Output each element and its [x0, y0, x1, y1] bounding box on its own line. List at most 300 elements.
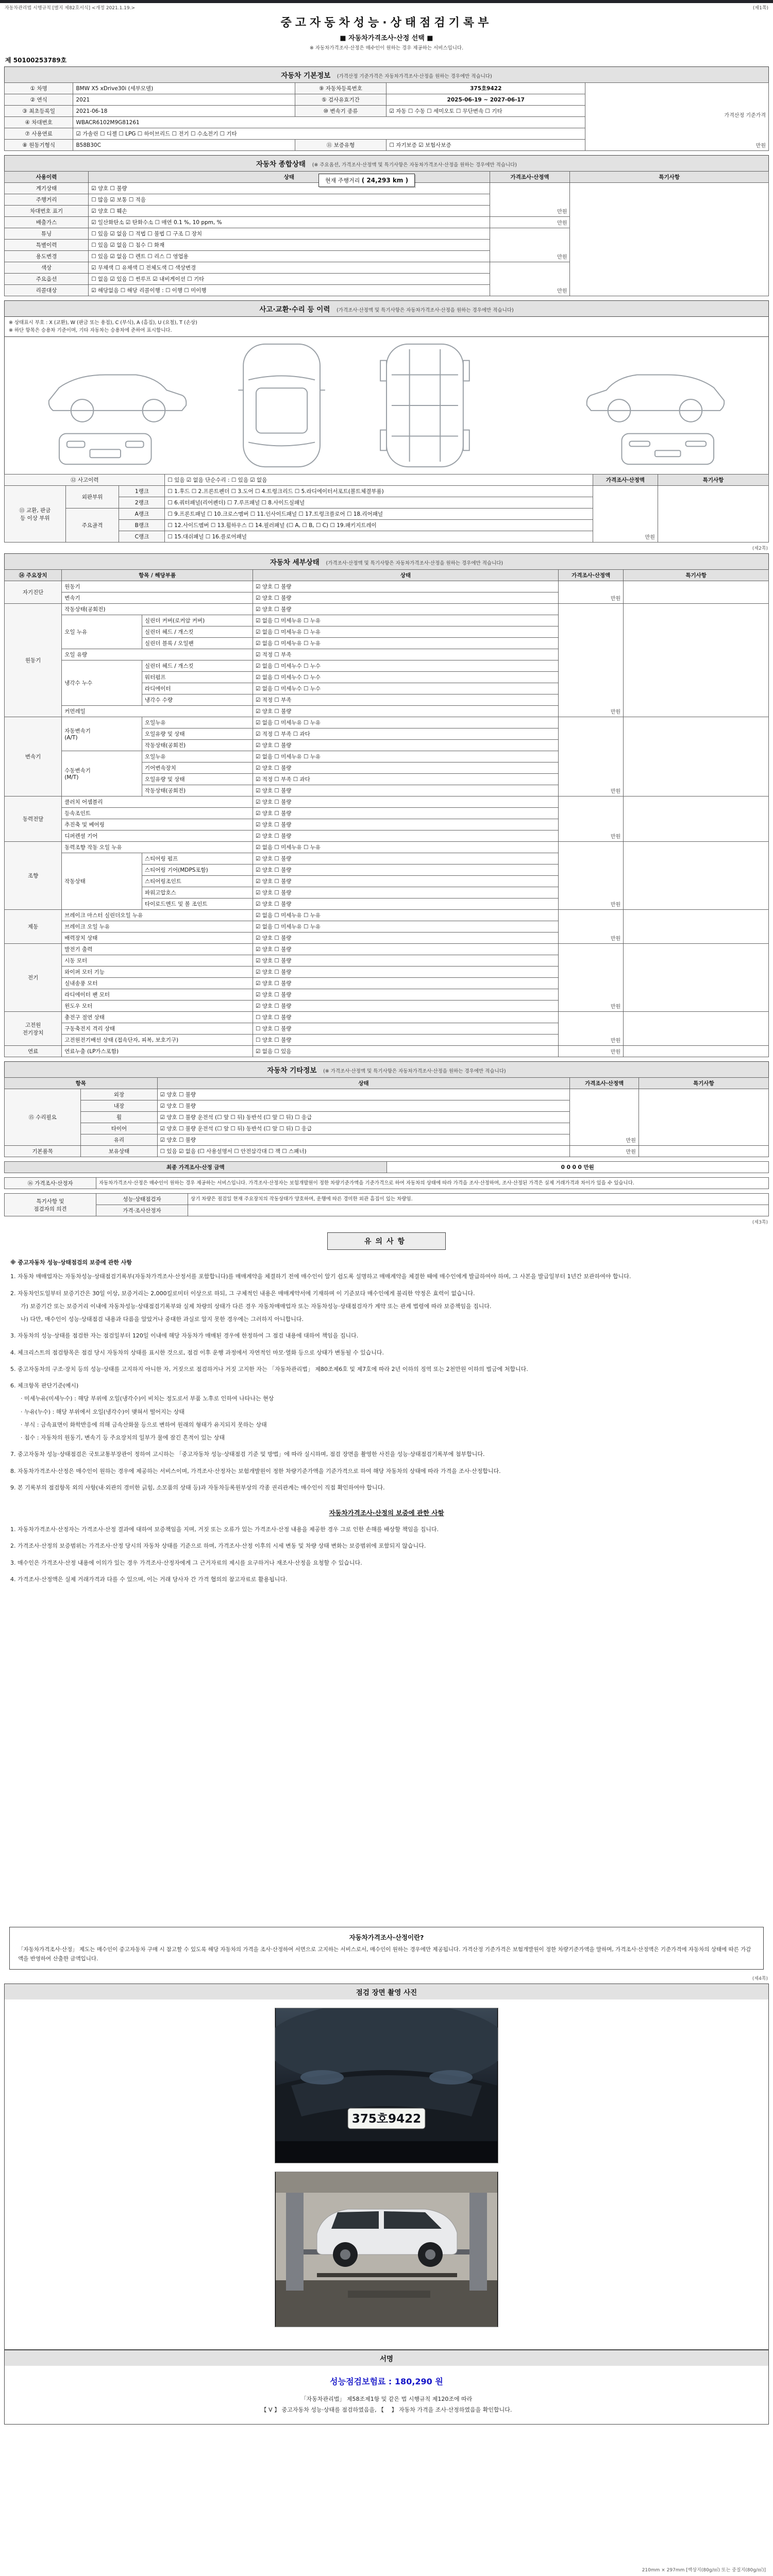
- table-row: [5, 486, 769, 497]
- table-row: [5, 474, 769, 486]
- accident-history-table: [4, 474, 769, 543]
- group-label: ③ 최초등록일: [5, 106, 73, 117]
- photo-lift: [275, 2172, 498, 2327]
- cell: 기어변속장치: [142, 762, 253, 774]
- appraiser-opinion: [188, 1205, 768, 1216]
- accident-remarks: [658, 486, 768, 543]
- checkbox-group[interactable]: ☑ 양호 ☐ 불량: [253, 933, 558, 944]
- notice-item: 5. 중고자동차의 구조·장치 등의 성능·상태를 고지하지 아니한 자, 거짓으로 점검하거나 거짓 고지한 자는 「자동차관리법」 제80조제6호 및 제7호에 따라 2년 이하의 징역 또는 2천만원 이하의 벌금에 처합니다.: [10, 1365, 528, 1372]
- cell: 스티어링조인트: [142, 876, 253, 887]
- group-label: 외장: [81, 1089, 157, 1100]
- lift-photo-art: [275, 2172, 498, 2327]
- group-label: ⑨ 자동차등록번호: [295, 83, 386, 94]
- checkbox-group[interactable]: ☐ 15.대쉬패널 ☐ 16.플로어패널: [165, 531, 593, 543]
- overall-condition-wrap: [4, 155, 769, 296]
- cell: [624, 944, 769, 1012]
- header-cell: 항목 / 해당부품: [62, 570, 253, 581]
- checkbox-group[interactable]: ☑ 양호 ☐ 불량: [253, 581, 558, 592]
- cell: 실린더 블록 / 오일팬: [142, 638, 253, 649]
- cell: 동력조향 작동 오일 누유: [62, 842, 253, 853]
- cell: 라디에이터 팬 모터: [62, 989, 253, 1001]
- checkbox-group[interactable]: ☑ 양호 ☐ 불량: [253, 796, 558, 808]
- header-cell: 특기사항: [658, 474, 768, 486]
- section-sign: [4, 2350, 769, 2366]
- section-etc-note: (※ 가격조사·산정액 및 특기사항은 자동차가격조사·산정을 원하는 경우에만 적습니다): [323, 1069, 506, 1075]
- cell: 오일누유: [142, 717, 253, 728]
- cell: [624, 842, 769, 910]
- checkbox-group[interactable]: ☑ 양호 ☐ 불량: [253, 989, 558, 1001]
- document-header: [4, 14, 769, 51]
- price-cell: 만원: [559, 944, 624, 1012]
- cell: [638, 1089, 768, 1146]
- checkbox-group[interactable]: ☑ 적정 ☐ 부족 ☐ 과다: [253, 728, 558, 740]
- group-label: A랭크: [119, 509, 165, 520]
- notice-subitem: · 부식 : 금속표면이 화학반응에 의해 금속산화물 등으로 변하여 원래의 형태가 유지되지 못하는 상태: [21, 1421, 267, 1428]
- notice-item: 4. 체크리스트의 점검항목은 점검 당시 자동차의 상태를 표시한 것으로, 점검 이후 운행 과정에서 자연적인 마모·열화 등으로 상태가 변동될 수 있습니다.: [10, 1349, 384, 1356]
- notice-subitem: 가) 보증기간 또는 보증거리 이내에 자동차성능·상태점검기록부와 실제 차량의 상태가 다른 경우 자동차매매업자 또는 자동차성능·상태점검자가 계약 또는 관계 법령에 따라 보증책임을 집니다.: [21, 1302, 492, 1310]
- group-label: ④ 차대번호: [5, 117, 73, 128]
- group-label: ⑫ 사고이력: [5, 474, 165, 486]
- group-label: ⑩ 변속기 종류: [295, 106, 386, 117]
- insurance-fee: [17, 2375, 756, 2387]
- group-label: 계기상태: [5, 183, 89, 194]
- accident-history-options[interactable]: ☐ 있음 ☑ 없음 단순수리 : ☐ 있음 ☑ 없음: [165, 474, 593, 486]
- cell: 등속조인트: [62, 808, 253, 819]
- table-row: [5, 910, 769, 921]
- checkbox-group[interactable]: ☐ 양호 ☐ 불량: [253, 1035, 558, 1046]
- underbody-photo-art: [275, 2008, 498, 2163]
- checkbox-group[interactable]: ☑ 없음 ☐ 미세누수 ☐ 누수: [253, 683, 558, 694]
- checkbox-group[interactable]: ☑ 양호 ☐ 불량: [253, 955, 558, 967]
- section-basic-title: 자동차 기본정보: [281, 72, 331, 80]
- price-cell: 만원: [559, 717, 624, 796]
- cell: [624, 717, 769, 796]
- warranty-options[interactable]: ☐ 자기보증 ☑ 보험사보증: [386, 140, 585, 151]
- notice-item: 3. 매수인은 가격조사·산정 내용에 이의가 있는 경우 가격조사·산정자에게 그 근거자료의 제시를 요구하거나 재조사·산정을 요청할 수 있습니다.: [10, 1559, 362, 1566]
- notice-item: 6. 체크항목 판단기준(예시): [10, 1382, 79, 1389]
- cell: 변속기: [62, 592, 253, 604]
- group-label: 1랭크: [119, 486, 165, 497]
- section-photos: [4, 1984, 769, 1999]
- group-label: 튜닝: [5, 228, 89, 240]
- checkbox-group[interactable]: ☐ 많음 ☑ 보통 ☐ 적음: [89, 194, 490, 206]
- checkbox-group[interactable]: ☐ 없음 ☑ 있음 ☐ 썬루프 ☑ 내비게이션 ☐ 기타: [89, 274, 490, 285]
- checkbox-group[interactable]: ☑ 양호 ☐ 불량: [157, 1089, 570, 1100]
- document-sheet: [4, 4, 769, 2425]
- cell: 냉각수 누수: [62, 660, 142, 706]
- photo-panel: [4, 1999, 769, 2350]
- cell: 오일 누유: [62, 615, 142, 649]
- table-row: [5, 796, 769, 808]
- window-top-strip: [0, 0, 773, 3]
- opinions-table: [4, 1193, 769, 1216]
- fuel-options[interactable]: ☑ 가솔린 ☐ 디젤 ☐ LPG ☐ 하이브리드 ☐ 전기 ☐ 수소전기 ☐ 기타: [73, 128, 585, 140]
- cell: 파워고압호스: [142, 887, 253, 899]
- notice-item: 2. 자동차인도일부터 보증기간은 30일 이상, 보증거리는 2,000킬로미터 이상으로 하되, 그 구체적인 내용은 매매계약서에 기재하며 이 기준보다 매수인에게 불리한 약정은 효력이 없습니다.: [10, 1290, 475, 1297]
- checkbox-group[interactable]: ☑ 양호 ☐ 불량: [89, 183, 490, 194]
- checkbox-group[interactable]: ☐ 6.쿼터패널(리어펜더) ☐ 7.루프패널 ☐ 8.사이드실패널: [165, 497, 593, 509]
- section-etc-title: 자동차 기타정보: [267, 1066, 317, 1075]
- group-label: 특기사항 및 점검자의 의견: [5, 1194, 96, 1216]
- header-cell: 가격조사·산정액: [490, 172, 570, 183]
- cell: 작동상태(공회전): [142, 740, 253, 751]
- group-label: 특별이력: [5, 240, 89, 251]
- section-overall-title: 자동차 종합상태: [256, 160, 306, 168]
- car-diagram-panel: [4, 336, 769, 474]
- cell: 실린더 헤드 / 개스킷: [142, 626, 253, 638]
- checkbox-group[interactable]: ☑ 양호 ☐ 불량: [253, 592, 558, 604]
- group-label: 내장: [81, 1100, 157, 1112]
- checkbox-group[interactable]: ☑ 무채색 ☐ 유채색 ☐ 전체도색 ☐ 색상변경: [89, 262, 490, 274]
- table-row: [5, 842, 769, 853]
- price-cell: 만원: [490, 217, 570, 228]
- cell: 작동상태: [62, 853, 142, 910]
- car-diagram: [26, 339, 747, 472]
- checkbox-group[interactable]: ☑ 없음 ☐ 미세누유 ☐ 누유: [253, 626, 558, 638]
- checkbox-group[interactable]: ☑ 해당없음 ☐ 해당 리콜이행 : ☐ 이행 ☐ 미이행: [89, 285, 490, 296]
- paper-spec-footer: 210mm × 297mm [백상지(80g/㎡) 또는 중질지(80g/㎡)]: [642, 2568, 766, 2573]
- checkbox-group[interactable]: ☐ 있음 ☑ 없음 ☐ 적법 ☐ 불법 ☐ 구조 ☐ 장치: [89, 228, 490, 240]
- cell: 실내송풍 모터: [62, 978, 253, 989]
- table-row: [5, 1089, 769, 1100]
- checkbox-group[interactable]: ☑ 없음 ☐ 미세누유 ☐ 누유: [253, 751, 558, 762]
- document-number: 제 50100253789호: [5, 57, 67, 64]
- price-cell: 만원: [559, 1046, 624, 1057]
- checkbox-group[interactable]: ☑ 양호 ☐ 불량: [253, 853, 558, 865]
- cell: 디퍼렌셜 기어: [62, 831, 253, 842]
- document-subnote: ※ 자동차가격조사·산정은 매수인이 원하는 경우 제공하는 서비스입니다.: [309, 45, 464, 51]
- etc-info-table: [4, 1077, 769, 1157]
- header-cell: 특기사항: [638, 1078, 768, 1089]
- guarantee-list: [10, 1524, 763, 1584]
- cell: 수동변속기 (M/T): [62, 751, 142, 796]
- header-cell: 가격조사·산정액: [570, 1078, 638, 1089]
- cell: 시동 모터: [62, 955, 253, 967]
- section-overall: [4, 155, 769, 171]
- checkbox-group[interactable]: ☑ 없음 ☐ 미세누수 ☐ 누수: [253, 660, 558, 672]
- checkbox-group[interactable]: ☑ 양호 ☐ 불량: [253, 865, 558, 876]
- notices-intro: ※ 중고자동차 성능·상태점검의 보증에 관한 사항: [10, 1259, 132, 1266]
- notice-item: 1. 자동차가격조사·산정자는 가격조사·산정 결과에 대하여 보증책임을 지며, 거짓 또는 오류가 있는 가격조사·산정 내용을 제공한 경우 그로 인한 손해를 배상할 책임을 집니다.: [10, 1526, 439, 1533]
- notice-item: 2. 가격조사·산정의 보증범위는 가격조사·산정 당시의 자동차 상태를 기준으로 하며, 가격조사·산정 이후의 시세 변동 및 차량 상태 변화는 보증범위에 포함되지 않습니다.: [10, 1543, 426, 1550]
- checkbox-group[interactable]: ☑ 양호 ☐ 불량: [253, 887, 558, 899]
- group-label: ② 연식: [5, 94, 73, 106]
- section-overall-note: (※ 주요옵션, 가격조사·산정액 및 특기사항은 자동차가격조사·산정을 원하는 경우에만 적습니다): [312, 162, 517, 168]
- group-label: ⑯ 가격조사·산정자: [5, 1178, 96, 1189]
- group-label: 변속기: [5, 717, 62, 796]
- table-row: [5, 581, 769, 592]
- notice-subitem: 나) 다만, 매수인이 성능·상태점검 내용과 다름을 알았거나 중대한 과실로 알지 못한 경우에는 그러하지 아니합니다.: [21, 1316, 304, 1323]
- group-label: 원동기: [5, 604, 62, 717]
- page-marker-2: (제2쪽): [752, 546, 768, 552]
- section-etc: [4, 1061, 769, 1077]
- checkbox-group[interactable]: ☑ 없음 ☐ 미세누유 ☐ 누유: [253, 921, 558, 933]
- final-price-table: [4, 1161, 769, 1173]
- price-cell: 만원: [570, 1146, 638, 1157]
- legal-confirmation: [17, 2394, 756, 2416]
- table-row: [5, 1162, 769, 1173]
- group-label: ⑦ 사용연료: [5, 128, 73, 140]
- group-label: 주행거리: [5, 194, 89, 206]
- first-registration-value: 2021-06-18: [73, 106, 295, 117]
- group-label: 성능·상태점검자: [96, 1194, 188, 1205]
- checkbox-group[interactable]: ☑ 양호 ☐ 불량: [253, 1001, 558, 1012]
- group-label: 유리: [81, 1134, 157, 1146]
- cell: 냉각수 수량: [142, 694, 253, 706]
- mileage-label: 현재 주행거리: [325, 177, 360, 184]
- legal-line-1: 「자동차관리법」 제58조제1항 및 같은 법 시행규칙 제120조에 따라: [300, 2396, 473, 2403]
- cell: 오일누유: [142, 751, 253, 762]
- header-cell: 항목: [5, 1078, 158, 1089]
- checkbox-group[interactable]: ☐ 9.프론트패널 ☐ 10.크로스멤버 ☐ 11.인사이드패널 ☐ 17.트렁크플로어 ☐ 18.리어패널: [165, 509, 593, 520]
- sign-title: 서명: [379, 2355, 394, 2364]
- checkbox-group[interactable]: ☑ 양호 ☐ 불량: [157, 1100, 570, 1112]
- appraiser-table: [4, 1177, 769, 1189]
- checkbox-group[interactable]: ☑ 양호 ☐ 불량: [253, 978, 558, 989]
- cell: 충전구 절연 상태: [62, 1012, 253, 1023]
- price-cell: 만원: [559, 796, 624, 842]
- section-accident-note: (가격조사·산정액 및 특기사항은 자동차가격조사·산정을 원하는 경우에만 적습니다): [337, 308, 514, 313]
- checkbox-group[interactable]: ☑ 양호 ☐ 불량: [253, 899, 558, 910]
- cell: 스티어링 기어(MDPS포함): [142, 865, 253, 876]
- overall-remarks: [570, 183, 769, 296]
- checkbox-group[interactable]: ☑ 양호 ☐ 불량: [253, 876, 558, 887]
- cell: 브레이크 오일 누유: [62, 921, 253, 933]
- checkbox-group[interactable]: ☑ 양호 ☐ 불량: [253, 740, 558, 751]
- checkbox-group[interactable]: ☑ 없음 ☐ 미세누유 ☐ 누유: [253, 910, 558, 921]
- definition-box: [9, 1927, 764, 1970]
- cell: 배력장치 상태: [62, 933, 253, 944]
- plate-number-value: 375호9422: [386, 83, 585, 94]
- cell: 윈도우 모터: [62, 1001, 253, 1012]
- group-label: 기본품목: [5, 1146, 81, 1157]
- checkbox-group[interactable]: ☑ 양호 ☐ 불량: [253, 785, 558, 796]
- accident-legend-line1: ※ 상태표시 부호 : X (교환), W (판금 또는 용접), C (부식), A (흠집), U (요철), T (손상): [9, 320, 197, 326]
- checkbox-group[interactable]: ☑ 양호 ☐ 불량 운전석 (☐ 앞 ☐ 뒤) 동반석 (☐ 앞 ☐ 뒤) ☐ 응급: [157, 1112, 570, 1123]
- price-cell: 만원: [559, 581, 624, 604]
- checkbox-group[interactable]: ☑ 없음 ☐ 미세누유 ☐ 누유: [253, 842, 558, 853]
- vehicle-name-value: BMW X5 xDrive30i (세부모델): [73, 83, 295, 94]
- page-marker-3: (제3쪽): [752, 1220, 768, 1226]
- table-row: [5, 1046, 769, 1057]
- cell: 브레이크 마스터 실린더오일 누유: [62, 910, 253, 921]
- group-label: 외판부위: [65, 486, 119, 509]
- checkbox-group[interactable]: ☐ 양호 ☐ 불량: [253, 1012, 558, 1023]
- cell: [624, 581, 769, 604]
- cell: 실린더 커버(로커암 커버): [142, 615, 253, 626]
- checkbox-group[interactable]: ☑ 양호 ☐ 불량: [253, 706, 558, 717]
- cell: [638, 1146, 768, 1157]
- model-year-value: 2021: [73, 94, 295, 106]
- notice-subitem: · 미세누유(미세누수) : 해당 부위에 오일(냉각수)이 비치는 정도로서 부품 노후로 인하여 나타나는 현상: [21, 1395, 274, 1402]
- page-marker-1: (제1쪽): [752, 6, 768, 11]
- checkbox-group[interactable]: ☐ 있음 ☑ 없음 ☐ 침수 ☐ 화재: [89, 240, 490, 251]
- checkbox-group[interactable]: ☑ 양호 ☐ 훼손: [89, 206, 490, 217]
- checkbox-group[interactable]: ☑ 양호 ☐ 불량: [157, 1134, 570, 1146]
- group-label: ⑮ 수리필요: [5, 1089, 81, 1146]
- cell: 작동상태(공회전): [142, 785, 253, 796]
- price-cell: 만원: [570, 1089, 638, 1146]
- table-row: [5, 1194, 769, 1205]
- checkbox-group[interactable]: ☑ 양호 ☐ 불량: [253, 762, 558, 774]
- guarantee-title: 자동차가격조사·산정의 보증에 관한 사항: [329, 1509, 444, 1517]
- group-label: ⑤ 검사유효기간: [295, 94, 386, 106]
- group-label: 보유상태: [81, 1146, 157, 1157]
- plate-text: 375호9422: [351, 2112, 422, 2126]
- checkbox-group[interactable]: ☑ 없음 ☐ 미세누유 ☐ 누유: [253, 638, 558, 649]
- cell: 원동기: [62, 581, 253, 592]
- table-row: [5, 1178, 769, 1189]
- checkbox-group[interactable]: ☐ 있음 ☑ 없음 ☐ 렌트 ☐ 리스 ☐ 영업용: [89, 251, 490, 262]
- table-row: [5, 604, 769, 615]
- table-row: [5, 570, 769, 581]
- checkbox-group[interactable]: ☑ 양호 ☐ 불량: [253, 819, 558, 831]
- group-label: 색상: [5, 262, 89, 274]
- cell: 실린더 헤드 / 개스킷: [142, 660, 253, 672]
- legal-line-2: 【 V 】 중고자동차 성능·상태를 점검하였음을, 【 】 자동차 가격을 조사·산정하였음을 확인합니다.: [261, 2406, 512, 2413]
- cell: 스티어링 펌프: [142, 853, 253, 865]
- checkbox-group[interactable]: ☐ 양호 ☐ 불량: [253, 1023, 558, 1035]
- cell: 오일유량 및 상태: [142, 774, 253, 785]
- cell: 타이로드엔드 및 볼 조인트: [142, 899, 253, 910]
- definition-text: 「자동차가격조사·산정」 제도는 매수인이 중고자동차 구매 시 참고할 수 있도록 해당 자동차의 가격을 조사·산정하여 서면으로 고지하는 서비스로서, 매수인이 원하는 경우에만 제공됩니다. 가격산정 기준가격은 보험개발원이 정한 차량기준가액을 말하며, 가격조사·산정액은 기준가격에 자동차의 상태에 따른 가감액을 반영하여 산출한 금액입니다.: [18, 1946, 751, 1962]
- header-cell: ⑭ 주요장치: [5, 570, 62, 581]
- cell: [624, 910, 769, 944]
- table-row: [5, 944, 769, 955]
- section-accident-title: 사고·교환·수리 등 이력: [259, 306, 330, 314]
- notice-item: 9. 본 기록부의 점검항목 외의 사항(내·외관의 경미한 긁힘, 소모품의 상태 등)과 자동차등록원부상의 각종 권리관계는 매수인이 직접 확인하여야 합니다.: [10, 1484, 385, 1491]
- group-label: 연료: [5, 1046, 62, 1057]
- checkbox-group[interactable]: ☑ 양호 ☐ 불량: [253, 944, 558, 955]
- appraiser-note: 자동차가격조사·산정은 매수인이 원하는 경우 제공하는 서비스입니다. 가격조사·산정자는 보험개발원이 정한 차량기준가액을 기준가격으로 하여 자동차의 상태에 따라 가격을 조사·산정하며, 조사·산정된 가격은 실제 거래가격과 차이가 있을 수 있습니다.: [96, 1178, 768, 1189]
- overall-condition-table: [4, 171, 769, 296]
- group-label: 제동: [5, 910, 62, 944]
- checkbox-group[interactable]: ☑ 없음 ☐ 미세누유 ☐ 누유: [253, 717, 558, 728]
- checkbox-group[interactable]: ☐ 1.후드 ☐ 2.프론트펜더 ☐ 3.도어 ☐ 4.트렁크리드 ☐ 5.라디에이터서포트(볼트체결부품): [165, 486, 593, 497]
- notices-title: 유의사항: [327, 1232, 446, 1250]
- group-label: B랭크: [119, 520, 165, 531]
- inspector-opinion: 상기 차량은 점검일 현재 주요장치의 작동상태가 양호하며, 운행에 따른 경미한 외관 흠집이 있는 차량임.: [188, 1194, 768, 1205]
- section-detail-title: 자동차 세부상태: [270, 558, 320, 567]
- accident-legend: [4, 316, 769, 336]
- checkbox-group[interactable]: ☑ 없음 ☐ 미세누유 ☐ 누유: [253, 615, 558, 626]
- cell: 추진축 및 베어링: [62, 819, 253, 831]
- cell: [624, 604, 769, 717]
- checkbox-group[interactable]: ☐ 12.사이드멤버 ☐ 13.휠하우스 ☐ 14.필러패널 (☐ A, ☐ B, ☐ C) ☐ 19.패키지트레이: [165, 520, 593, 531]
- photos-title: 점검 장면 촬영 사진: [356, 1989, 417, 1997]
- sign-panel: [4, 2366, 769, 2425]
- section-basic-info: [4, 66, 769, 82]
- header-cell: 최종 가격조사·산정 금액: [5, 1162, 387, 1173]
- table-row: [5, 83, 769, 94]
- header-cell: 가격조사·산정액: [593, 474, 658, 486]
- header-cell: 상태: [157, 1078, 570, 1089]
- header-cell: 상태: [253, 570, 558, 581]
- checkbox-group[interactable]: ☑ 양호 ☐ 불량: [253, 604, 558, 615]
- group-label: ① 차명: [5, 83, 73, 94]
- checkbox-group[interactable]: ☑ 양호 ☐ 불량 운전석 (☐ 앞 ☐ 뒤) 동반석 (☐ 앞 ☐ 뒤) ☐ 응급: [157, 1123, 570, 1134]
- table-row: [5, 1012, 769, 1023]
- price-cell: 만원: [559, 1012, 624, 1046]
- price-cell: 만원: [490, 228, 570, 262]
- price-cell: 만원: [593, 486, 658, 543]
- group-label: 용도변경: [5, 251, 89, 262]
- document-title: 중고자동차성능·상태점검기록부: [280, 16, 493, 29]
- group-label: 자기진단: [5, 581, 62, 604]
- price-cell: 만원: [490, 183, 570, 217]
- cell: [624, 796, 769, 842]
- final-price-value: 0 0 0 0 만원: [386, 1162, 769, 1173]
- notice-item: 1. 자동차 매매업자는 자동차성능·상태점검기록부(자동차가격조사·산정서를 포함합니다)를 매매계약을 체결하기 전에 매수인이 알기 쉽도록 설명하고 매매계약을 체결한 때에 매수인에게 발급하여야 하며, 그 사본을 발급일부터 1년간 보관하여야 합니다.: [10, 1273, 631, 1280]
- group-label: ⑬ 교환, 판금 등 이상 부위: [5, 486, 66, 543]
- checkbox-group[interactable]: ☑ 적정 ☐ 부족: [253, 649, 558, 660]
- group-label: 차대번호 표기: [5, 206, 89, 217]
- vin-value: WBACR6102M9G81261: [73, 117, 585, 128]
- section-detail: [4, 553, 769, 569]
- cell: 구동축전지 격리 상태: [62, 1023, 253, 1035]
- form-reference: 자동차관리법 시행규칙 [별지 제82호서식] <개정 2021.1.19.>: [5, 6, 136, 11]
- price-cell: 만원: [559, 842, 624, 910]
- cell: [624, 1046, 769, 1057]
- group-label: 고전원 전기장치: [5, 1012, 62, 1046]
- notice-item: 4. 가격조사·산정액은 실제 거래가격과 다를 수 있으며, 이는 거래 당사자 간 가격 협의의 참고자료로 활용됩니다.: [10, 1575, 288, 1583]
- checkbox-group[interactable]: ☑ 없음 ☐ 있음: [253, 1046, 558, 1057]
- group-label: 배출가스: [5, 217, 89, 228]
- group-label: 휠: [81, 1112, 157, 1123]
- checkbox-group[interactable]: ☑ 없음 ☐ 미세누수 ☐ 누수: [253, 672, 558, 683]
- mileage-callout: [318, 174, 415, 187]
- checkbox-group[interactable]: ☑ 일산화탄소 ☑ 탄화수소 ☐ 매연 0.1 %, 10 ppm, %: [89, 217, 490, 228]
- photo-underbody: [275, 2008, 498, 2163]
- group-label: 타이어: [81, 1123, 157, 1134]
- insurance-fee-label: 성능점검보험료 :: [330, 2377, 392, 2387]
- group-label: C랭크: [119, 531, 165, 543]
- transmission-options[interactable]: ☑ 자동 ☐ 수동 ☐ 세미오토 ☐ 무단변속 ☐ 기타: [386, 106, 585, 117]
- section-detail-note: (가격조사·산정액 및 특기사항은 자동차가격조사·산정을 원하는 경우에만 적습니다): [326, 561, 503, 567]
- notice-item: 7. 중고자동차 성능·상태점검은 국토교통부장관이 정하여 고시하는 「중고자동차 성능·상태점검 기준 및 방법」에 따라 실시하며, 점검 장면을 촬영한 사진을 성능·상태점검기록부에 첨부합니다.: [10, 1451, 485, 1458]
- notices-list: [10, 1272, 763, 1493]
- checkbox-group[interactable]: ☑ 양호 ☐ 불량: [253, 808, 558, 819]
- cell: 연료누출 (LP가스포함): [62, 1046, 253, 1057]
- price-cell: 만원: [559, 910, 624, 944]
- cell: 자동변속기 (A/T): [62, 717, 142, 751]
- page-marker-4: (제4쪽): [752, 1976, 768, 1982]
- group-label: 주요옵션: [5, 274, 89, 285]
- header-cell: 특기사항: [570, 172, 769, 183]
- table-row: [5, 1205, 769, 1216]
- checkbox-group[interactable]: ☐ 있음 ☑ 없음 (☐ 사용설명서 ☐ 안전삼각대 ☐ 잭 ☐ 스패너): [157, 1146, 570, 1157]
- accident-legend-line2: ※ 하단 항목은 승용차 기준이며, 기타 자동차는 승용차에 준하여 표시합니다.: [9, 328, 172, 334]
- group-label: 조향: [5, 842, 62, 910]
- checkbox-group[interactable]: ☑ 양호 ☐ 불량: [253, 967, 558, 978]
- section-basic-note: (가격산정 기준가격은 자동차가격조사·산정을 원하는 경우에만 적습니다): [337, 74, 492, 79]
- checkbox-group[interactable]: ☑ 적정 ☐ 부족 ☐ 과다: [253, 774, 558, 785]
- base-price-box: 가격산정 기준가격 만원: [585, 83, 769, 151]
- header-cell: 사용이력: [5, 172, 89, 183]
- table-row: [5, 717, 769, 728]
- cell: 워터펌프: [142, 672, 253, 683]
- header-cell: 가격조사·산정액: [559, 570, 624, 581]
- document-subtitle: ■ 자동차가격조사·산정 선택 ■: [340, 35, 433, 42]
- group-label: ⑪ 보증유형: [295, 140, 386, 151]
- cell: 라디에이터: [142, 683, 253, 694]
- group-label: 2랭크: [119, 497, 165, 509]
- table-row: [5, 1078, 769, 1089]
- header-cell: 특기사항: [624, 570, 769, 581]
- form-reference-line: [5, 4, 768, 11]
- checkbox-group[interactable]: ☑ 양호 ☐ 불량: [253, 831, 558, 842]
- checkbox-group[interactable]: ☑ 적정 ☐ 부족: [253, 694, 558, 706]
